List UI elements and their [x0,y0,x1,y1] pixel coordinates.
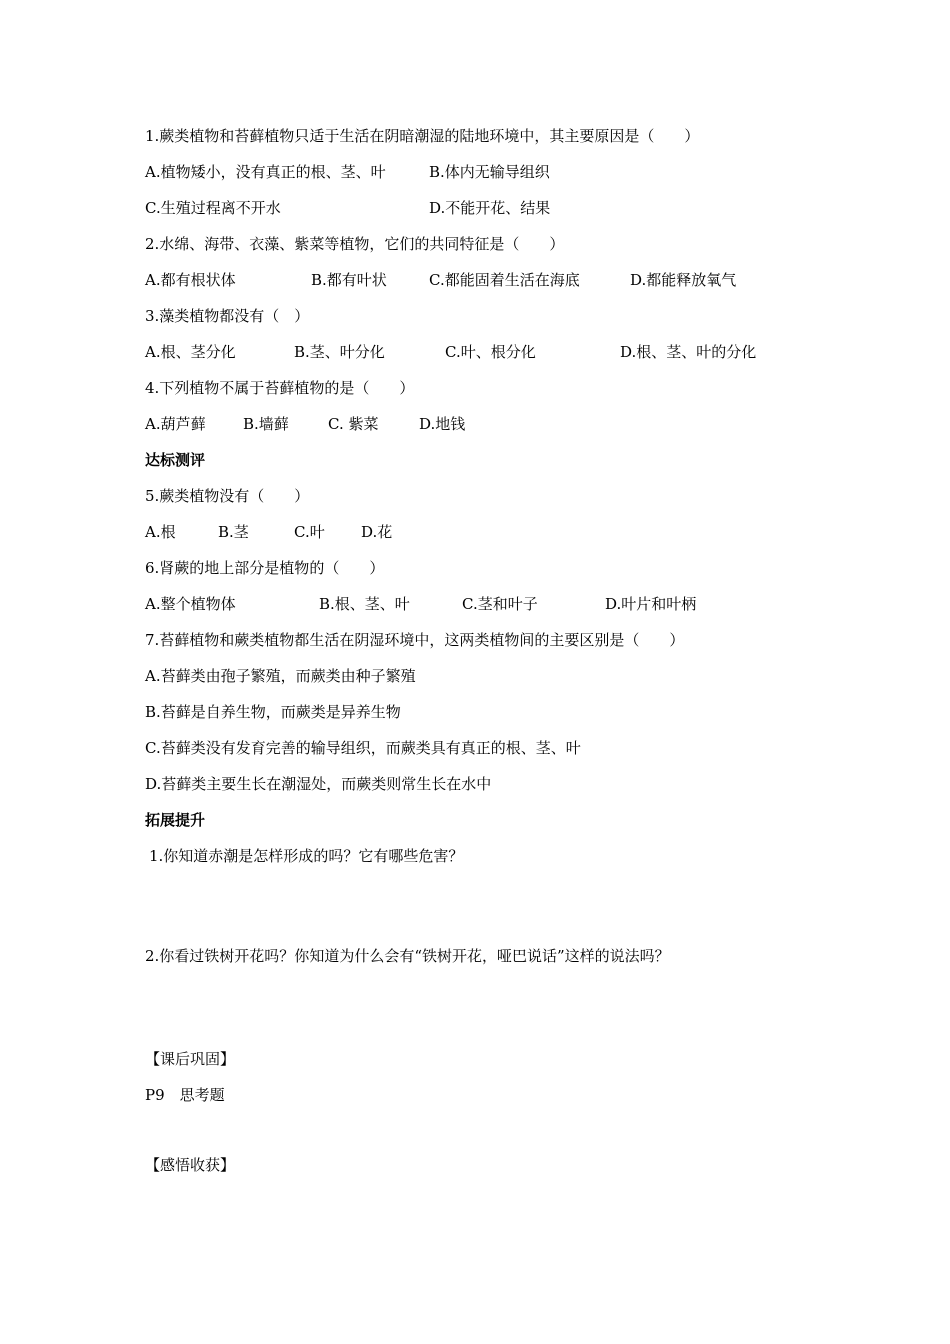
section-heading-test: 达标测评 [145,451,206,469]
question-6-option-d: D.叶片和叶柄 [605,595,697,613]
question-2-stem: 2.水绵、海带、衣藻、紫菜等植物，它们的共同特征是（ ） [145,235,565,253]
question-2-option-c: C.都能固着生活在海底 [429,271,580,289]
question-1-option-c: C.生殖过程离不开水 [145,199,281,217]
question-4-option-d: D.地钱 [419,415,466,433]
question-1-option-d: D.不能开花、结果 [429,199,551,217]
question-5-option-b: B.茎 [218,523,249,541]
reflection-title: 【感悟收获】 [145,1156,236,1174]
question-7-option-a: A.苔藓类由孢子繁殖，而蕨类由种子繁殖 [145,667,416,685]
question-6-option-b: B.根、茎、叶 [319,595,410,613]
question-4-option-b: B.墙藓 [243,415,289,433]
after-class-content: P9 思考题 [145,1086,225,1104]
question-6-stem: 6.肾蕨的地上部分是植物的（ ） [145,559,385,577]
extend-question-1: 1.你知道赤潮是怎样形成的吗？它有哪些危害？ [149,847,464,865]
question-4-stem: 4.下列植物不属于苔藓植物的是（ ） [145,379,415,397]
question-3-option-b: B.茎、叶分化 [294,343,385,361]
question-6-option-c: C.茎和叶子 [462,595,538,613]
question-1-option-a: A.植物矮小，没有真正的根、茎、叶 [145,163,386,181]
extend-question-2: 2.你看过铁树开花吗？你知道为什么会有“铁树开花，哑巴说话”这样的说法吗？ [145,947,670,965]
question-2-option-d: D.都能释放氧气 [630,271,737,289]
question-4-option-a: A.葫芦藓 [145,415,206,433]
question-4-option-c: C. 紫菜 [328,415,379,433]
section-heading-extend: 拓展提升 [145,811,206,829]
question-3-option-d: D.根、茎、叶的分化 [620,343,757,361]
question-6-option-a: A.整个植物体 [145,595,236,613]
question-1-option-b: B.体内无输导组织 [429,163,550,181]
question-1-stem: 1.蕨类植物和苔藓植物只适于生活在阴暗潮湿的陆地环境中，其主要原因是（ ） [145,127,700,145]
question-5-option-d: D.花 [361,523,393,541]
question-5-option-c: C.叶 [294,523,325,541]
question-7-option-c: C.苔藓类没有发育完善的输导组织，而蕨类具有真正的根、茎、叶 [145,739,581,757]
question-7-option-d: D.苔藓类主要生长在潮湿处，而蕨类则常生长在水中 [145,775,492,793]
question-7-option-b: B.苔藓是自养生物，而蕨类是异养生物 [145,703,401,721]
question-3-option-c: C.叶、根分化 [445,343,536,361]
question-3-option-a: A.根、茎分化 [145,343,236,361]
question-3-stem: 3.藻类植物都没有（ ） [145,307,310,325]
question-5-option-a: A.根 [145,523,176,541]
question-5-stem: 5.蕨类植物没有（ ） [145,487,310,505]
question-7-stem: 7.苔藓植物和蕨类植物都生活在阴湿环境中，这两类植物间的主要区别是（ ） [145,631,685,649]
question-2-option-a: A.都有根状体 [145,271,236,289]
after-class-title: 【课后巩固】 [145,1050,236,1068]
question-2-option-b: B.都有叶状 [311,271,387,289]
